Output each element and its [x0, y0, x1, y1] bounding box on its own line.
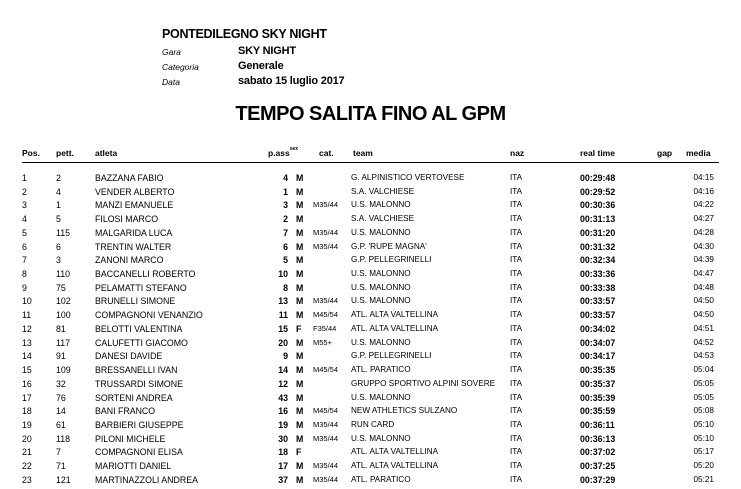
row-time: 00:36:11	[580, 419, 615, 430]
row-bib: 14	[56, 406, 66, 417]
header-pts-label: p.ass	[268, 148, 290, 158]
row-time: 00:37:02	[580, 447, 616, 458]
row-athlete: MARIOTTI DANIEL	[95, 461, 172, 472]
row-sex: M	[296, 378, 304, 389]
row-pts: 12	[278, 378, 288, 389]
row-time: 00:29:52	[580, 186, 616, 197]
row-time: 00:32:34	[580, 255, 616, 266]
row-nation: ITA	[510, 186, 523, 196]
row-sex: M	[296, 337, 304, 348]
row-pos: 6	[22, 241, 27, 252]
row-bib: 118	[56, 433, 71, 444]
row-pts: 15	[278, 323, 288, 334]
row-pos: 15	[22, 365, 32, 376]
row-team: G.P. PELLEGRINELLI	[351, 255, 432, 265]
header-bib: pett.	[56, 148, 74, 158]
row-sex: M	[296, 173, 304, 183]
row-category: M35/44	[313, 433, 339, 443]
table-row	[0, 283, 741, 297]
table-row	[0, 365, 741, 379]
row-pos: 3	[22, 200, 27, 211]
header-time: real time	[580, 148, 615, 158]
header-media: media	[686, 148, 711, 158]
row-nation: ITA	[510, 214, 523, 224]
row-bib: 4	[56, 186, 61, 197]
event-title: PONTEDILEGNO SKY NIGHT	[162, 27, 327, 41]
row-category: F35/44	[313, 323, 337, 333]
row-time: 00:35:37	[580, 378, 616, 389]
row-bib: 117	[56, 337, 71, 348]
row-nation: ITA	[510, 351, 523, 361]
header-pts	[268, 148, 298, 158]
table-row	[0, 351, 741, 365]
row-pos: 19	[22, 419, 32, 430]
categoria-label: Categoria	[162, 62, 199, 72]
page-title: TEMPO SALITA FINO AL GPM	[235, 103, 506, 125]
row-nation: ITA	[510, 337, 523, 347]
row-time: 00:35:39	[580, 392, 616, 403]
row-sex: M	[296, 392, 304, 403]
row-nation: ITA	[510, 269, 523, 279]
row-team: U.S. MALONNO	[351, 282, 411, 292]
row-time: 00:33:57	[580, 296, 616, 307]
row-bib: 5	[56, 214, 61, 225]
row-sex: M	[296, 200, 304, 211]
row-pts: 5	[283, 255, 288, 266]
row-pts: 4	[283, 173, 288, 183]
row-team: U.S. MALONNO	[351, 296, 411, 306]
row-sex: M	[296, 186, 304, 197]
row-time: 00:35:59	[580, 406, 616, 417]
row-nation: ITA	[510, 173, 523, 182]
row-team: U.S. MALONNO	[351, 269, 411, 279]
row-pos: 8	[22, 269, 27, 280]
table-row	[0, 255, 741, 269]
header-sex: sex	[289, 146, 299, 152]
table-row	[0, 379, 741, 393]
row-athlete: PELAMATTI STEFANO	[95, 282, 187, 293]
row-team: G. ALPINISTICO VERTOVESE	[351, 173, 465, 182]
row-pos: 22	[22, 461, 32, 472]
row-athlete: BARBIERI GIUSEPPE	[95, 419, 184, 430]
row-media: 04:51	[693, 323, 714, 333]
row-athlete: ZANONI MARCO	[95, 255, 164, 266]
row-nation: ITA	[510, 241, 523, 251]
row-sex: M	[296, 269, 304, 280]
row-bib: 2	[56, 173, 61, 183]
row-bib: 91	[56, 351, 66, 362]
row-bib: 7	[56, 447, 61, 458]
row-pos: 10	[22, 296, 32, 307]
row-athlete: COMPAGNONI ELISA	[95, 447, 183, 458]
table-row	[0, 420, 741, 434]
row-pos: 7	[22, 255, 27, 266]
row-nation: ITA	[510, 200, 523, 210]
row-pts: 19	[278, 419, 288, 430]
row-sex: M	[296, 227, 304, 238]
row-media: 04:50	[693, 296, 714, 306]
row-pos: 2	[22, 186, 27, 197]
row-sex: M	[296, 214, 304, 225]
row-athlete: MANZI EMANUELE	[95, 200, 174, 211]
row-bib: 76	[56, 392, 66, 403]
row-sex: M	[296, 419, 304, 430]
row-nation: ITA	[510, 323, 523, 333]
row-pos: 23	[22, 474, 32, 485]
row-team: ATL. ALTA VALTELLINA	[351, 310, 439, 320]
row-sex: M	[296, 461, 304, 472]
row-pos: 16	[22, 378, 32, 389]
row-media: 04:50	[693, 310, 714, 320]
row-bib: 81	[56, 323, 66, 334]
row-time: 00:29:48	[580, 173, 616, 183]
row-media: 04:48	[693, 282, 714, 292]
row-team: U.S. MALONNO	[351, 337, 411, 347]
header-gap: gap	[657, 148, 673, 158]
row-media: 05:05	[693, 378, 714, 388]
row-athlete: MARTINAZZOLI ANDREA	[95, 474, 198, 485]
row-sex: M	[296, 282, 304, 293]
row-pts: 1	[283, 186, 288, 197]
table-row	[0, 228, 741, 242]
row-team: NEW ATHLETICS SULZANO	[351, 406, 458, 416]
data-label: Data	[162, 77, 180, 87]
row-time: 00:34:17	[580, 351, 616, 362]
table-row	[0, 461, 741, 475]
row-team: GRUPPO SPORTIVO ALPINI SOVERE	[351, 378, 496, 388]
row-athlete: PILONI MICHELE	[95, 433, 166, 444]
header-pos: Pos.	[22, 148, 40, 158]
row-media: 04:39	[693, 255, 714, 265]
row-sex: M	[296, 406, 304, 417]
row-time: 00:33:38	[580, 282, 616, 293]
row-media: 04:30	[693, 241, 714, 251]
row-pts: 3	[283, 200, 288, 211]
row-athlete: TRENTIN WALTER	[95, 241, 172, 252]
row-media: 04:22	[693, 200, 714, 210]
row-nation: ITA	[510, 447, 523, 457]
header-divider	[22, 162, 719, 163]
row-time: 00:37:29	[580, 474, 616, 485]
row-sex: M	[296, 241, 304, 252]
row-nation: ITA	[510, 419, 523, 429]
categoria-value: Generale	[238, 60, 284, 72]
row-nation: ITA	[510, 227, 523, 237]
row-team: G.P. PELLEGRINELLI	[351, 351, 432, 361]
row-pts: 8	[283, 282, 288, 293]
row-bib: 1	[56, 200, 61, 211]
row-media: 05:21	[693, 474, 714, 484]
row-team: ATL. ALTA VALTELLINA	[351, 323, 439, 333]
row-athlete: BANI FRANCO	[95, 406, 156, 417]
row-nation: ITA	[510, 255, 523, 265]
row-pts: 14	[278, 365, 288, 376]
table-row	[0, 269, 741, 283]
row-nation: ITA	[510, 433, 523, 443]
row-category: M45/54	[313, 406, 339, 416]
table-row	[0, 242, 741, 256]
row-pos: 13	[22, 337, 32, 348]
row-time: 00:36:13	[580, 433, 616, 444]
row-pts: 13	[278, 296, 288, 307]
row-category: M45/54	[313, 310, 339, 320]
row-bib: 32	[56, 378, 66, 389]
row-media: 04:15	[693, 173, 714, 182]
row-nation: ITA	[510, 310, 523, 320]
row-time: 00:33:57	[580, 310, 616, 321]
row-media: 05:10	[693, 419, 714, 429]
row-pos: 4	[22, 214, 27, 225]
table-row	[0, 406, 741, 420]
row-category: M35/44	[313, 241, 339, 251]
table-row	[0, 447, 741, 461]
row-time: 00:34:07	[580, 337, 616, 348]
row-bib: 115	[56, 227, 71, 238]
row-media: 05:10	[693, 433, 714, 443]
row-pos: 20	[22, 433, 32, 444]
row-team: ATL. ALTA VALTELLINA	[351, 461, 439, 471]
row-team: S.A. VALCHIESE	[351, 186, 415, 196]
row-pos: 9	[22, 282, 27, 293]
row-pts: 37	[278, 474, 288, 485]
row-time: 00:31:20	[580, 227, 616, 238]
row-athlete: FILOSI MARCO	[95, 214, 159, 225]
table-row	[0, 200, 741, 214]
row-athlete: SORTENI ANDREA	[95, 392, 173, 403]
row-team: G.P. 'RUPE MAGNA'	[351, 241, 427, 251]
row-category: M35/44	[313, 200, 339, 210]
row-pts: 43	[278, 392, 288, 403]
row-media: 05:17	[693, 447, 714, 457]
row-pos: 14	[22, 351, 32, 362]
row-pts: 30	[278, 433, 288, 444]
row-bib: 110	[56, 269, 71, 280]
row-media: 05:20	[693, 461, 714, 471]
row-pos: 1	[22, 173, 27, 183]
row-category: M45/54	[313, 365, 339, 375]
table-row	[0, 324, 741, 338]
table-row	[0, 338, 741, 352]
row-pts: 11	[278, 310, 288, 321]
row-athlete: BRESSANELLI IVAN	[95, 365, 178, 376]
row-media: 05:05	[693, 392, 714, 402]
header-naz: naz	[510, 148, 525, 158]
row-team: ATL. PARATICO	[351, 474, 411, 484]
table-row	[0, 310, 741, 324]
row-pos: 18	[22, 406, 32, 417]
row-pts: 10	[278, 269, 288, 280]
row-bib: 3	[56, 255, 61, 266]
row-sex: M	[296, 351, 304, 362]
row-time: 00:31:32	[580, 241, 616, 252]
table-row	[0, 393, 741, 407]
row-media: 04:52	[693, 337, 714, 347]
row-nation: ITA	[510, 392, 523, 402]
row-media: 05:08	[693, 406, 714, 416]
row-pts: 20	[278, 337, 288, 348]
row-pts: 6	[283, 241, 288, 252]
row-pos: 17	[22, 392, 32, 403]
row-athlete: BRUNELLI SIMONE	[95, 296, 176, 307]
row-media: 04:53	[693, 351, 714, 361]
row-time: 00:37:25	[580, 461, 616, 472]
row-category: M35/44	[313, 419, 339, 429]
row-category: M35/44	[313, 461, 339, 471]
row-pts: 16	[278, 406, 288, 417]
row-pos: 11	[22, 310, 32, 321]
row-pts: 18	[278, 447, 288, 458]
row-pts: 2	[283, 214, 288, 225]
row-media: 04:28	[693, 227, 714, 237]
row-nation: ITA	[510, 461, 523, 471]
row-category: M35/44	[313, 227, 339, 237]
row-sex: F	[296, 323, 302, 334]
row-pts: 7	[283, 227, 288, 238]
table-row	[0, 214, 741, 228]
row-media: 04:27	[693, 214, 714, 224]
table-row	[0, 434, 741, 448]
gara-label: Gara	[162, 47, 181, 57]
row-bib: 75	[56, 282, 66, 293]
row-sex: M	[296, 474, 304, 485]
row-team: U.S. MALONNO	[351, 392, 411, 402]
row-bib: 6	[56, 241, 61, 252]
row-media: 04:47	[693, 269, 714, 279]
row-category: M55+	[313, 337, 332, 347]
row-athlete: CALUFETTI GIACOMO	[95, 337, 188, 348]
row-sex: M	[296, 310, 304, 321]
gara-value: SKY NIGHT	[238, 45, 296, 57]
row-pos: 21	[22, 447, 32, 458]
header-cat: cat.	[319, 148, 334, 158]
row-sex: M	[296, 296, 304, 307]
row-nation: ITA	[510, 282, 523, 292]
row-athlete: MALGARIDA LUCA	[95, 227, 173, 238]
header-team: team	[353, 148, 373, 158]
row-bib: 71	[56, 461, 66, 472]
row-team: U.S. MALONNO	[351, 227, 411, 237]
row-pts: 17	[278, 461, 288, 472]
row-athlete: COMPAGNONI VENANZIO	[95, 310, 203, 321]
row-pos: 12	[22, 323, 32, 334]
row-nation: ITA	[510, 296, 523, 306]
row-sex: M	[296, 433, 304, 444]
row-bib: 121	[56, 474, 71, 485]
row-bib: 102	[56, 296, 71, 307]
row-bib: 100	[56, 310, 71, 321]
row-team: ATL. ALTA VALTELLINA	[351, 447, 439, 457]
row-bib: 61	[56, 419, 66, 430]
table-row	[0, 296, 741, 310]
row-athlete: TRUSSARDI SIMONE	[95, 378, 183, 389]
row-nation: ITA	[510, 365, 523, 375]
row-athlete: BACCANELLI ROBERTO	[95, 269, 196, 280]
row-time: 00:33:36	[580, 269, 616, 280]
table-row	[0, 475, 741, 489]
row-team: U.S. MALONNO	[351, 200, 411, 210]
row-media: 05:04	[693, 365, 714, 375]
data-value: sabato 15 luglio 2017	[238, 75, 345, 87]
row-time: 00:34:02	[580, 323, 616, 334]
row-media: 04:16	[693, 186, 714, 196]
table-row	[0, 187, 741, 201]
row-team: ATL. PARATICO	[351, 365, 411, 375]
row-team: RUN CARD	[351, 419, 395, 429]
row-nation: ITA	[510, 378, 523, 388]
row-team: U.S. MALONNO	[351, 433, 411, 443]
row-athlete: BELOTTI VALENTINA	[95, 323, 183, 334]
row-athlete: BAZZANA FABIO	[95, 173, 164, 183]
row-category: M35/44	[313, 474, 339, 484]
row-time: 00:35:35	[580, 365, 616, 376]
row-nation: ITA	[510, 474, 523, 484]
row-sex: M	[296, 365, 304, 376]
header-name: atleta	[95, 148, 118, 158]
row-pts: 9	[283, 351, 288, 362]
row-nation: ITA	[510, 406, 523, 416]
row-athlete: VENDER ALBERTO	[95, 186, 175, 197]
row-category: M35/44	[313, 296, 339, 306]
row-bib: 109	[56, 365, 71, 376]
row-time: 00:30:36	[580, 200, 616, 211]
row-sex: F	[296, 447, 302, 458]
row-athlete: DANESI DAVIDE	[95, 351, 163, 362]
row-time: 00:31:13	[580, 214, 616, 225]
row-pos: 5	[22, 227, 27, 238]
row-team: S.A. VALCHIESE	[351, 214, 415, 224]
table-row	[0, 173, 741, 187]
row-sex: M	[296, 255, 304, 266]
